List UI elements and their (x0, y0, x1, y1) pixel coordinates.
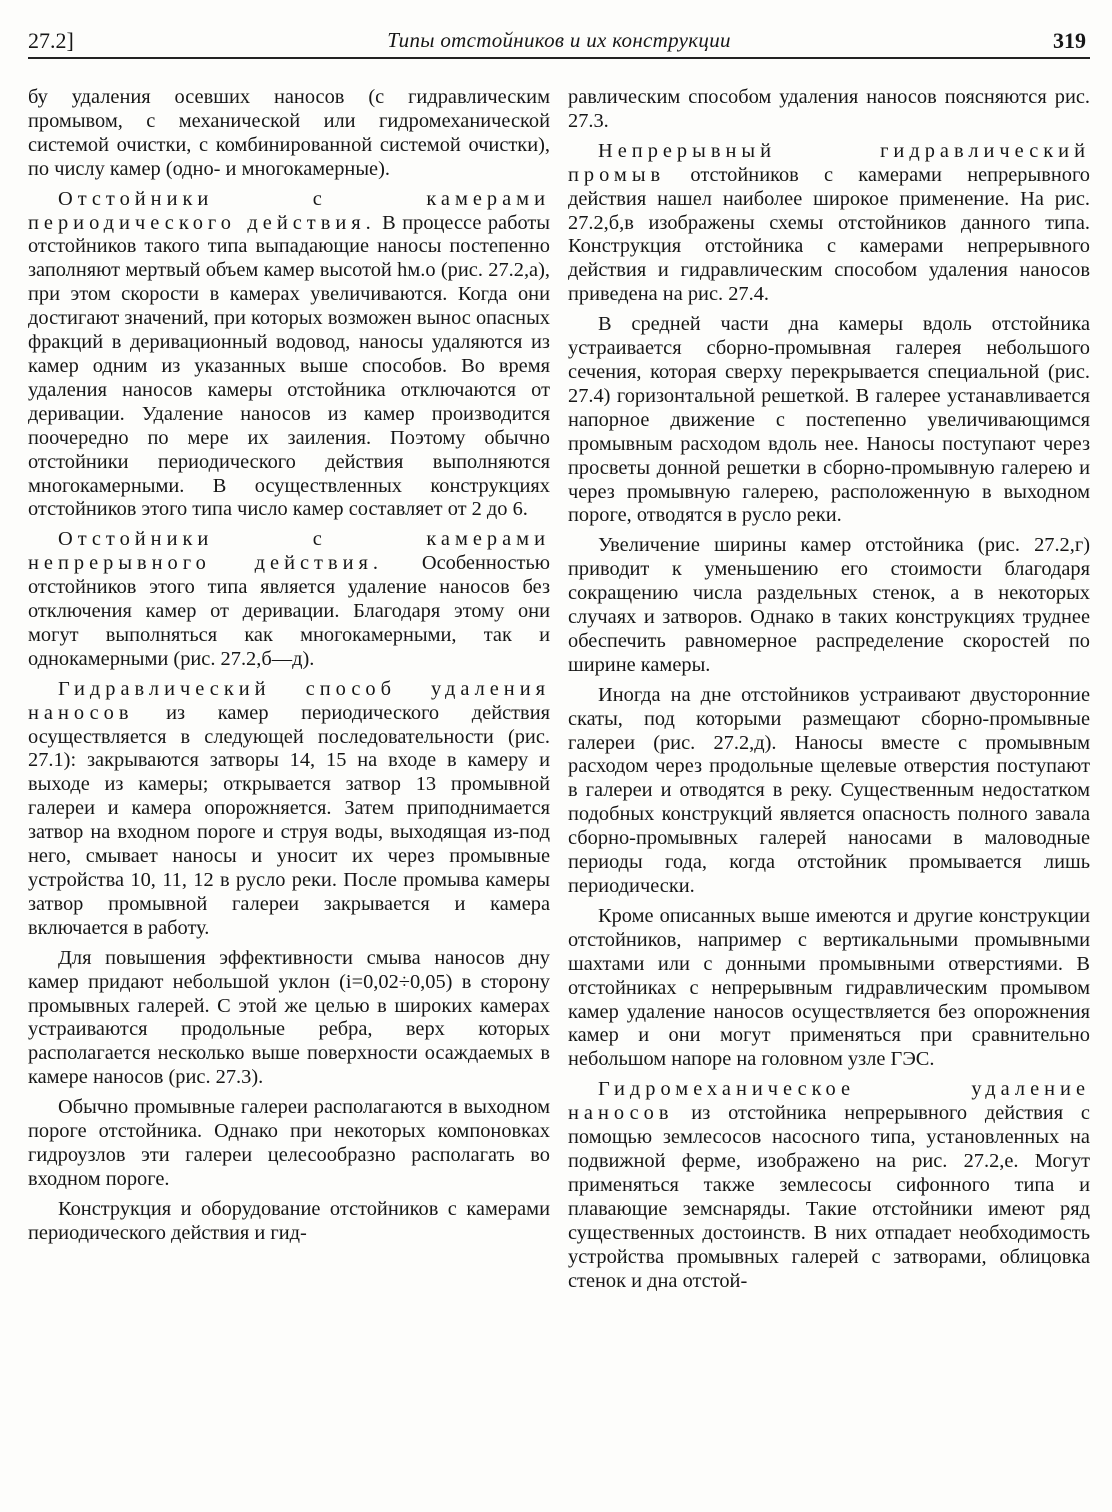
section-number: 27.2] (28, 28, 74, 53)
paragraph-text: В процессе работы отстойников такого типа выпадающие наносы постепенно заполняют мертвый объем камер высотой hм.о (рис. 27.2,а), при этом скорости в камерах увеличиваются. Когда они достигают значений, при которых возможен вынос опасных фракций в деривационный водовод, наносы удаляются из камер одним из указанных выше способов. Во время удаления наносов камеры отстойника отключаются от деривации. Удаление наносов из камер производится поочередно по мере их заиления. Поэтому обычно отстойники периодического действия выполняются многокамерными. В осуществленных конструкциях отстойников этого типа число камер составляет от 2 до 6. (28, 211, 550, 521)
spaced-lead: Отстойники с камерами непрерывного действия. (28, 528, 550, 575)
paragraph: бу удаления осевших наносов (с гидравлическим промывом, с механической или гидромеханической системой очистки, с комбинированной системой очистки), по числу камер (одно- и многокамерные). (28, 86, 550, 180)
paragraph (28, 528, 550, 671)
paragraph: Увеличение ширины камер отстойника (рис. 27.2,г) приводит к уменьшению его стоимости благодаря сокращению числа раздельных стенок, а в некоторых случаях и затворов. Однако в таких конструкциях труднее обеспечить равномерное распределение скоростей по ширине камеры. (568, 534, 1090, 676)
spaced-lead: Непрерывный гидравлический промыв (568, 139, 1090, 186)
running-title: Типы отстойников и их конструкции (387, 28, 731, 52)
paragraph (28, 188, 550, 523)
paragraph-text: Особенностью отстойников этого типа является удаление наносов без отключения камер от деривации. Благодаря этому они могут выполняться как многокамерными, так и однокамерными (рис. 27.2,б—д). (28, 552, 550, 670)
paragraph: Иногда на дне отстойников устраивают двусторонние скаты, под которыми размещают сборно-промывные галереи (рис. 27.2,д). Наносы вместе с промывным расходом через продольные щелевые отверстия поступают в галереи и отводятся в реку. Существенным недостатком подобных конструкций является опасность полного завала сборно-промывных галерей наносами в маловодные периоды года, когда отстойник промывается лишь периодически. (568, 683, 1090, 897)
paragraph (568, 140, 1090, 307)
spaced-lead: Гидравлический способ удаления наносов (28, 677, 550, 724)
paragraph: Для повышения эффективности смыва наносов дну камер придают небольшой уклон (i=0,02÷0,05) в сторону промывных галерей. С этой же целью в широких камерах устраиваются продольные ребра, верх которых располагается несколько выше поверхности осаждаемых в камере наносов (рис. 27.3). (28, 946, 550, 1089)
paragraph (28, 678, 550, 941)
spaced-lead: Гидромеханическое удаление наносов (568, 1078, 1090, 1125)
right-column (568, 86, 1090, 1299)
header-rule (28, 57, 1090, 59)
spaced-lead: Отстойники с камерами периодического действия. (28, 187, 550, 234)
paragraph (568, 1078, 1090, 1293)
paragraph: В средней части дна камеры вдоль отстойника устраивается сборно-промывная галерея небольшого сечения, которая сверху перекрывается специальной (рис. 27.4) горизонтальной решеткой. В галерее устанавливается напорное движение с постепенно увеличивающимся промывным расходом вдоль нее. Наносы поступают через просветы донной решетки в сборно-промывную галерею и через промывную галерею, расположенную в выходном пороге, отводятся в русло реки. (568, 313, 1090, 527)
left-column (28, 86, 550, 1252)
paragraph-text: отстойников с камерами непрерывного действия нашел наиболее широкое применение. На рис. 27.2,б,в изображены схемы отстойников данного типа. Конструкция отстойника с камерами непрерывного действия и гидравлическим способом удаления наносов приведена на рис. 27.4. (568, 163, 1090, 306)
paragraph-text: из отстойника непрерывного действия с помощью землесосов насосного типа, установленных на подвижной ферме, изображено на рис. 27.2,е. Могут применяться также землесосы сифонного типа и плавающие земснаряды. Такие отстойники имеют ряд существенных достоинств. В них отпадает необходимость устройства промывных галерей с затворами, облицовка стенок и дна отстой- (568, 1102, 1090, 1292)
paragraph: Кроме описанных выше имеются и другие конструкции отстойников, например с вертикальными промывными шахтами или с донными промывными отверстиями. В отстойниках с непрерывным гидравлическим промывом камер удаление наносов осуществляется без опорожнения камер и они могут применяться при сравнительно небольшом напоре на головном узле ГЭС. (568, 904, 1090, 1071)
paragraph: равлическим способом удаления наносов поясняются рис. 27.3. (568, 86, 1090, 132)
running-header (28, 28, 1090, 62)
paragraph: Конструкция и оборудование отстойников с камерами периодического действия и гид- (28, 1197, 550, 1244)
page-number: 319 (1053, 28, 1086, 53)
paragraph-text: из камер периодического действия осуществляется в следующей последовательности (рис. 27.1): закрываются затворы 14, 15 на входе в камеру и выходе из камеры; открывается затвор 13 промывной галереи и камера опорожняется. Затем приподнимается затвор на входном пороге и струя воды, выходящая из-под него, смывает наносы и уносит их через промывные устройства 10, 11, 12 в русло реки. После промыва камеры затвор промывной галереи закрывается и камера включается в работу. (28, 701, 550, 939)
paragraph: Обычно промывные галереи располагаются в выходном пороге отстойника. Однако при некоторых компоновках гидроузлов эти галереи целесообразно располагать во входном пороге. (28, 1096, 550, 1190)
